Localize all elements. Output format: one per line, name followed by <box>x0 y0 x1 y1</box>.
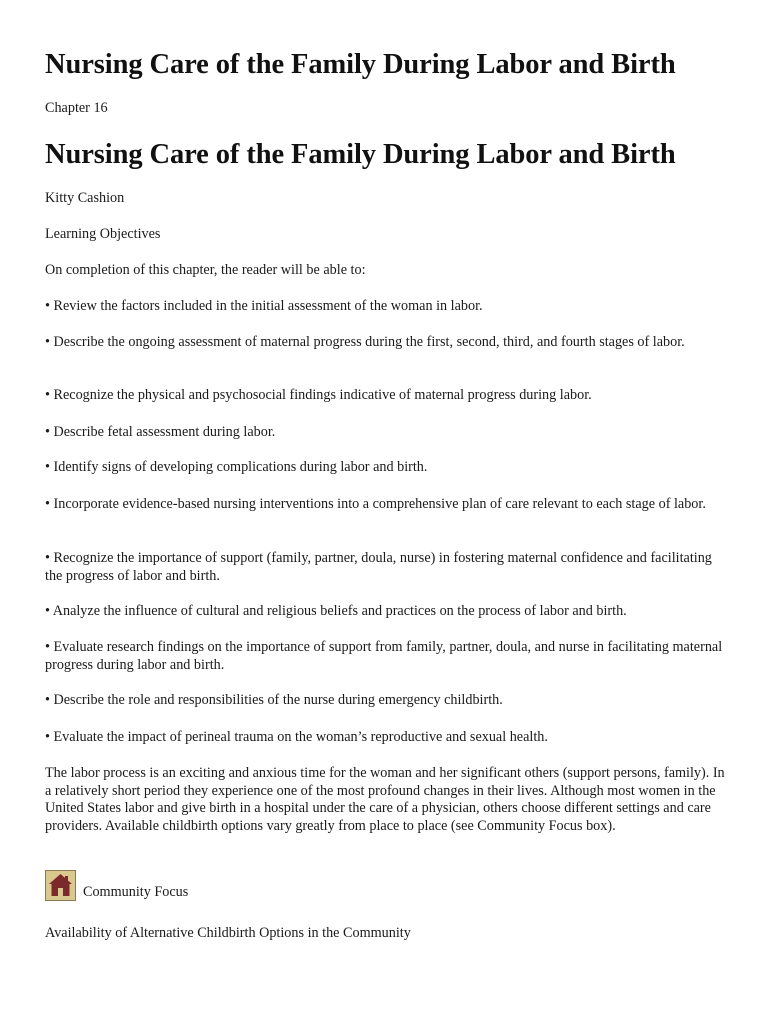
document-title: Nursing Care of the Family During Labor and Birth <box>45 49 676 80</box>
objective-item: • Incorporate evidence-based nursing interventions into a comprehensive plan of care relevant to each stage of labor. <box>45 496 706 512</box>
chapter-title: Nursing Care of the Family During Labor and Birth <box>45 139 676 170</box>
objective-item: • Recognize the physical and psychosocial findings indicative of maternal progress during labor. <box>45 387 592 403</box>
community-focus-heading: Availability of Alternative Childbirth Options in the Community <box>45 925 411 941</box>
objective-item: • Describe fetal assessment during labor. <box>45 424 276 440</box>
author-name: Kitty Cashion <box>45 190 125 206</box>
objective-item: • Evaluate the impact of perineal trauma on the woman’s reproductive and sexual health. <box>45 729 548 745</box>
objective-item: • Identify signs of developing complications during labor and birth. <box>45 459 428 475</box>
intro-paragraph: The labor process is an exciting and anxious time for the woman and her significant others (support persons, family). In a relatively short period they experience one of the most profound changes in their lives. Although most women in the United States labor and give birth in a hospital under the care of a physician, others choose different settings and care providers. Available childbirth options vary greatly from place to place (see Community Focus box). <box>45 765 725 834</box>
community-focus-header <box>45 870 188 901</box>
objectives-intro: On completion of this chapter, the reader will be able to: <box>45 262 366 278</box>
house-icon <box>45 870 76 901</box>
objectives-heading: Learning Objectives <box>45 226 161 242</box>
objective-item: • Describe the ongoing assessment of maternal progress during the first, second, third, and fourth stages of labor. <box>45 334 685 350</box>
chapter-label: Chapter 16 <box>45 100 108 116</box>
objective-item: • Review the factors included in the initial assessment of the woman in labor. <box>45 298 483 314</box>
objective-item: • Evaluate research findings on the importance of support from family, partner, doula, and nurse in facilitating maternal progress during labor and birth. <box>45 639 723 673</box>
objective-item: • Describe the role and responsibilities of the nurse during emergency childbirth. <box>45 692 503 708</box>
objective-item: • Recognize the importance of support (family, partner, doula, nurse) in fostering maternal confidence and facilitating the progress of labor and birth. <box>45 550 712 584</box>
community-focus-label: Community Focus <box>83 883 189 900</box>
objective-item: • Analyze the influence of cultural and religious beliefs and practices on the process of labor and birth. <box>45 603 627 619</box>
